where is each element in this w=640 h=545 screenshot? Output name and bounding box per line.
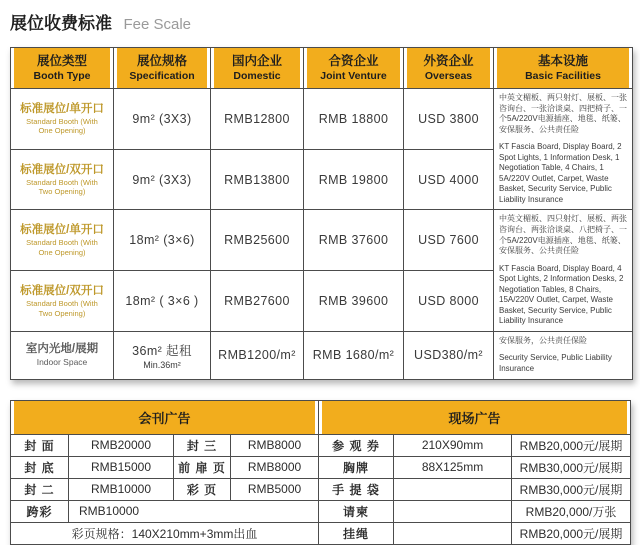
spec-cell [114, 331, 211, 379]
header-basic-facilities-en: Basic Facilities [525, 69, 601, 82]
booth-type-en: Standard Booth (With Two Opening) [26, 177, 98, 197]
advertising-table [10, 400, 631, 545]
booth-type-cell [11, 331, 114, 379]
booth-type-cell [11, 89, 114, 150]
ad-size-cell [394, 500, 512, 522]
ad-row-5 [11, 522, 631, 544]
spec-cell: 9m² (3X3) [114, 149, 211, 210]
facilities-en: KT Fascia Board, Display Board, 2 Spot Lights, 1 Information Desk, 1 Negotiation Table, 4 Chairs, 1 5A/220V Outlet, Carpet, Waste Basket, Security Service, Public Liability Insurance [499, 142, 622, 204]
overseas-price-cell: USD 7600 [404, 210, 494, 271]
ad-label-cell: 挂绳 [319, 522, 394, 544]
domestic-price-cell: RMB27600 [211, 271, 304, 332]
joint-venture-price-cell: RMB 19800 [304, 149, 404, 210]
ad-size-cell [394, 478, 512, 500]
ad-price-cell: RMB10000 [69, 500, 319, 522]
header-joint-venture-zh: 合资企业 [328, 53, 379, 68]
ad-price-cell: RMB20000 [69, 434, 174, 456]
ad-label-cell: 参 观 券 [319, 434, 394, 456]
header-specification-zh: 展位规格 [136, 53, 187, 68]
facilities-zh: 中英文楣板、四只射灯、展板、两张咨询台、两张洽谈桌、八把椅子、一个5A/220V电源插座、地毯、纸篓、安保服务、公共责任险 [499, 214, 627, 256]
ad-table-header-row [11, 400, 631, 434]
booth-type-zh: 标准展位/单开口 [20, 103, 104, 116]
header-booth-type [11, 48, 114, 89]
header-basic-facilities [494, 48, 633, 89]
ad-size-cell: 210X90mm [394, 434, 512, 456]
booth-type-zh: 标准展位/双开口 [20, 163, 104, 176]
ad-label-cell: 请柬 [319, 500, 394, 522]
facilities-zh: 中英文楣板、两只射灯、展板、一张咨询台、一张洽谈桌、四把椅子、一个5A/220V电源插座、地毯、纸篓、安保服务、公共责任险 [499, 93, 627, 134]
ad-row-3 [11, 478, 631, 500]
spec-main: 36m² 起租 [132, 343, 192, 358]
booth-type-en: Standard Booth (With Two Opening) [26, 299, 98, 318]
ad-price-cell: RMB10000 [69, 478, 174, 500]
ad-price-cell: RMB5000 [231, 478, 319, 500]
ad-row-2 [11, 456, 631, 478]
header-joint-venture [304, 48, 404, 89]
ad-price-cell: RMB30,000元/展期 [512, 478, 631, 500]
header-specification [114, 48, 211, 89]
ad-price-cell: RMB20,000/万张 [512, 500, 631, 522]
spec-sub: Min.36m² [143, 359, 181, 370]
domestic-price-cell: RMB12800 [211, 89, 304, 150]
header-specification-en: Specification [129, 69, 195, 82]
facilities-cell-9m [494, 89, 633, 210]
header-domestic-en: Domestic [233, 69, 281, 82]
fee-scale-table [10, 47, 633, 380]
page-header [0, 0, 640, 34]
ad-row-4 [11, 500, 631, 522]
ad-label-cell: 胸牌 [319, 456, 394, 478]
ad-label-cell: 跨彩 [11, 500, 69, 522]
booth-type-cell [11, 210, 114, 271]
ad-note-cell: 彩页规格：140X210mm+3mm出血 [11, 522, 319, 544]
domestic-price-cell: RMB13800 [211, 149, 304, 210]
domestic-price-cell: RMB1200/m² [211, 331, 304, 379]
ad-label-cell: 封 面 [11, 434, 69, 456]
facilities-zh: 安保服务，公共责任保险 [499, 335, 587, 345]
ad-label-cell: 封 三 [174, 434, 231, 456]
ad-price-cell: RMB8000 [231, 456, 319, 478]
ad-price-cell: RMB30,000元/展期 [512, 456, 631, 478]
page-title: 展位收费标准 [10, 14, 112, 33]
ad-price-cell: RMB20,000元/展期 [512, 522, 631, 544]
joint-venture-price-cell: RMB 1680/m² [304, 331, 404, 379]
overseas-price-cell: USD 4000 [404, 149, 494, 210]
booth-type-zh: 标准展位/双开口 [20, 285, 104, 298]
ad-label-cell: 前 扉 页 [174, 456, 231, 478]
overseas-price-cell: USD380/m² [404, 331, 494, 379]
ad-label-cell: 彩 页 [174, 478, 231, 500]
booth-type-en: Indoor Space [36, 357, 88, 368]
ad-size-cell [394, 522, 512, 544]
facilities-cell-indoor [494, 331, 633, 379]
header-basic-facilities-zh: 基本设施 [537, 53, 588, 68]
onsite-ads-header: 现场广告 [319, 400, 631, 434]
fee-table-header-row [11, 48, 633, 89]
fee-row-indoor-space [11, 331, 633, 379]
overseas-price-cell: USD 3800 [404, 89, 494, 150]
fee-row-standard-single-18 [11, 210, 633, 271]
booth-type-cell [11, 149, 114, 210]
domestic-price-cell: RMB25600 [211, 210, 304, 271]
journal-ads-header: 会刊广告 [11, 400, 319, 434]
joint-venture-price-cell: RMB 37600 [304, 210, 404, 271]
spec-cell: 18m² ( 3×6 ) [114, 271, 211, 332]
ad-row-1 [11, 434, 631, 456]
ad-label-cell: 手 提 袋 [319, 478, 394, 500]
header-overseas [404, 48, 494, 89]
ad-price-cell: RMB20,000元/展期 [512, 434, 631, 456]
ad-label-cell: 封 底 [11, 456, 69, 478]
booth-type-zh: 室内光地/展期 [25, 343, 99, 356]
header-overseas-zh: 外资企业 [423, 53, 474, 68]
ad-price-cell: RMB15000 [69, 456, 174, 478]
spec-cell: 18m² (3×6) [114, 210, 211, 271]
ad-label-cell: 封 二 [11, 478, 69, 500]
header-domestic-zh: 国内企业 [231, 53, 282, 68]
facilities-en: KT Fascia Board, Display Board, 4 Spot Lights, 2 Information Desks, 2 Negotiation Tables, 8 Chairs, 15A/220V Outlet, Carpet, Waste Basket, Security Service, Public Liability Insurance [499, 263, 624, 326]
fee-row-standard-single-9 [11, 89, 633, 150]
booth-type-zh: 标准展位/单开口 [20, 224, 104, 237]
header-booth-type-en: Booth Type [33, 69, 91, 82]
page-title-english: Fee Scale [123, 16, 191, 33]
header-overseas-en: Overseas [424, 69, 473, 82]
ad-price-cell: RMB8000 [231, 434, 319, 456]
overseas-price-cell: USD 8000 [404, 271, 494, 332]
header-booth-type-zh: 展位类型 [36, 53, 87, 68]
joint-venture-price-cell: RMB 39600 [304, 271, 404, 332]
header-domestic [211, 48, 304, 89]
facilities-en: Security Service, Public Liability Insurance [499, 353, 612, 374]
booth-type-en: Standard Booth (With One Opening) [26, 116, 98, 136]
spec-cell: 9m² (3X3) [114, 89, 211, 150]
ad-size-cell: 88X125mm [394, 456, 512, 478]
booth-type-cell [11, 271, 114, 332]
facilities-cell-18m [494, 210, 633, 331]
header-joint-venture-en: Joint Venture [320, 69, 387, 82]
booth-type-en: Standard Booth (With One Opening) [26, 238, 98, 257]
joint-venture-price-cell: RMB 18800 [304, 89, 404, 150]
